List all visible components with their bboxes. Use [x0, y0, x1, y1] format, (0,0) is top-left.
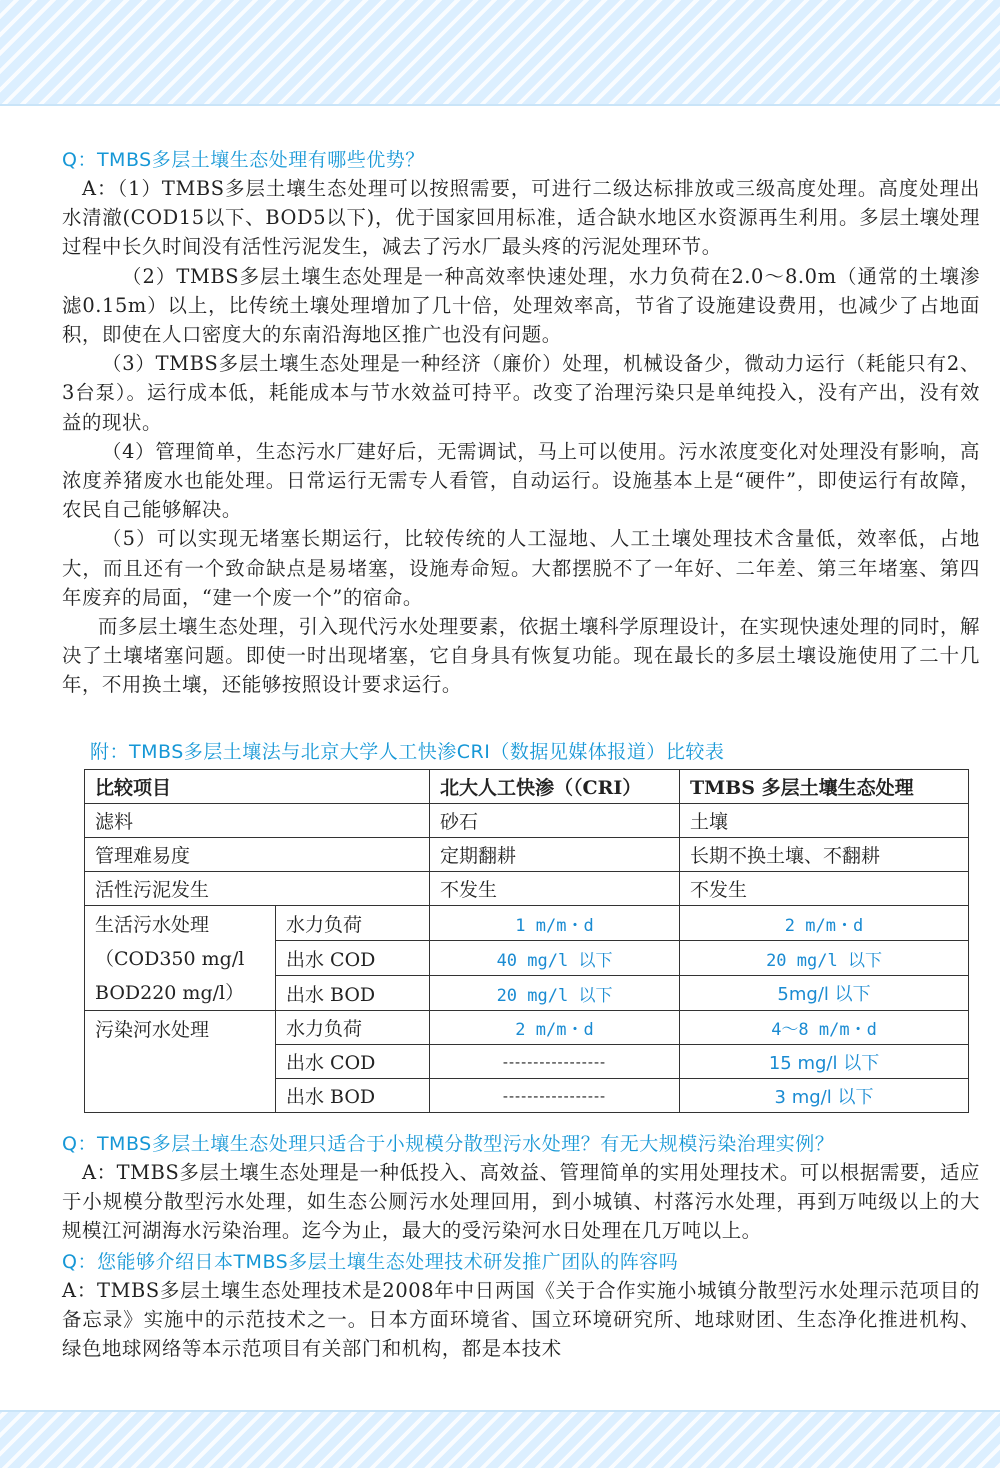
comparison-table-title: 附：TMBS多层土壤法与北京大学人工快渗CRI（数据见媒体报道）比较表: [90, 741, 725, 763]
row-tmbs: 2 m/m・d: [680, 906, 969, 941]
row-cri: -----------------: [430, 1045, 680, 1079]
row-param: 出水 BOD: [276, 1079, 430, 1113]
answer-paragraph-4: （4）管理简单，生态污水厂建好后，无需调试，马上可以使用。污水浓度变化对处理没有影响，高浓度养猪废水也能处理。日常运行无需专人看管，自动运行。设施基本上是“硬件”，即使运行有故障，农民自己能够解决。: [62, 439, 980, 522]
section-advantages: [62, 146, 980, 700]
section-scale-and-team: [62, 1130, 980, 1363]
row-tmbs: 5mg/l 以下: [680, 976, 969, 1011]
row-cri: 不发生: [430, 872, 680, 906]
answer-team: A：TMBS多层土壤生态处理技术是2008年中日两国《关于合作实施小城镇分散型污水处理示范项目的备忘录》实施中的示范技术之一。日本方面环境省、国立环境研究所、地球财团、生态净化推进机构、绿色地球网络等本示范项目有关部门和机构，都是本技术: [62, 1278, 980, 1361]
header-item: 比较项目: [85, 770, 430, 804]
group-label-line-3: BOD220 mg/l）: [95, 982, 245, 1004]
row-tmbs: 15 mg/l 以下: [680, 1045, 969, 1079]
answer-paragraph-5: （5）可以实现无堵塞长期运行，比较传统的人工湿地、人工土壤处理技术含量低，效率低，占地大，而且还有一个致命缺点是易堵塞，设施寿命短。大都摆脱不了一年好、二年差、第三年堵塞、第四年废弃的局面，“建一个废一个”的宿命。: [62, 527, 980, 609]
group-label-line-1: 生活污水处理: [95, 914, 210, 936]
table-row: [85, 906, 969, 941]
row-tmbs: 长期不换土壤、不翻耕: [680, 838, 969, 872]
row-tmbs: 土壤: [680, 804, 969, 838]
row-cri: 砂石: [430, 804, 680, 838]
row-cri: 40 mg/l 以下: [430, 941, 680, 976]
group-label-line-2: （COD350 mg/l: [95, 948, 245, 970]
answer-scale: A：TMBS多层土壤生态处理是一种低投入、高效益、管理简单的实用处理技术。可以根据需要，适应于小规模分散型污水处理，如生态公厕污水处理回用，到小城镇、村落污水处理，再到万吨级以上的大规模江河湖海水污染治理。迄今为止，最大的受污染河水日处理在几万吨以上。: [62, 1161, 980, 1243]
row-param: 出水 COD: [276, 1045, 430, 1079]
question-team: Q：您能够介绍日本TMBS多层土壤生态处理技术研发推广团队的阵容吗: [62, 1250, 679, 1273]
row-cri: 20 mg/l 以下: [430, 976, 680, 1011]
row-tmbs: 3 mg/l 以下: [680, 1079, 969, 1113]
row-tmbs: 不发生: [680, 872, 969, 906]
table-row: [85, 804, 969, 838]
row-param: 水力负荷: [276, 1011, 430, 1045]
header-stripe-band: [0, 0, 1000, 106]
row-cri: 2 m/m・d: [430, 1011, 680, 1045]
header-cri: 北大人工快渗（（CRI）: [430, 770, 680, 804]
row-tmbs: 4～8 m/m・d: [680, 1011, 969, 1045]
header-tmbs: TMBS 多层土壤生态处理: [680, 770, 969, 804]
table-row: [85, 872, 969, 906]
answer-paragraph-2: （2）TMBS多层土壤生态处理是一种高效率快速处理，水力负荷在2.0～8.0m（通常的土壤渗滤0.15m）以上，比传统土壤处理增加了几十倍，处理效率高，节省了设施建设费用，也减少了占地面积，即使在人口密度大的东南沿海地区推广也没有问题。: [62, 264, 980, 347]
row-cri: 1 m/m・d: [430, 906, 680, 941]
table-row: [85, 838, 969, 872]
row-item: 活性污泥发生: [85, 872, 430, 906]
row-cri: 定期翻耕: [430, 838, 680, 872]
row-param: 水力负荷: [276, 906, 430, 941]
row-item: 管理难易度: [85, 838, 430, 872]
row-param: 出水 COD: [276, 941, 430, 976]
row-tmbs: 20 mg/l 以下: [680, 941, 969, 976]
row-cri: -----------------: [430, 1079, 680, 1113]
question-advantages: Q：TMBS多层土壤生态处理有哪些优势？: [62, 149, 425, 171]
question-scale: Q：TMBS多层土壤生态处理只适合于小规模分散型污水处理？有无大规模污染治理实例？: [62, 1133, 835, 1155]
comparison-table: [84, 769, 969, 1113]
footer-stripe-band: [0, 1410, 1000, 1468]
group-domestic-sewage-label: [85, 906, 276, 1011]
table-row: [85, 1011, 969, 1045]
answer-paragraph-1: A：（1）TMBS多层土壤生态处理可以按照需要，可进行二级达标排放或三级高度处理。高度处理出水清澈(COD15以下、BOD5以下)，优于国家回用标准，适合缺水地区水资源再生利用。多层土壤处理过程中长久时间没有活性污泥发生，减去了污水厂最头疼的污泥处理环节。: [62, 177, 980, 259]
row-param: 出水 BOD: [276, 976, 430, 1011]
group-river-water-label: 污染河水处理: [85, 1011, 276, 1113]
answer-paragraph-3: （3）TMBS多层土壤生态处理是一种经济（廉价）处理，机械设备少，微动力运行（耗能只有2、3台泵）。运行成本低，耗能成本与节水效益可持平。改变了治理污染只是单纯投入，没有产出，没有效益的现状。: [62, 352, 980, 434]
row-item: 滤料: [85, 804, 430, 838]
answer-paragraph-6: 而多层土壤生态处理，引入现代污水处理要素，依据土壤科学原理设计，在实现快速处理的同时，解决了土壤堵塞问题。即使一时出现堵塞，它自身具有恢复功能。现在最长的多层土壤设施使用了二十几年，不用换土壤，还能够按照设计要求运行。: [62, 615, 980, 697]
table-header-row: [85, 770, 969, 804]
